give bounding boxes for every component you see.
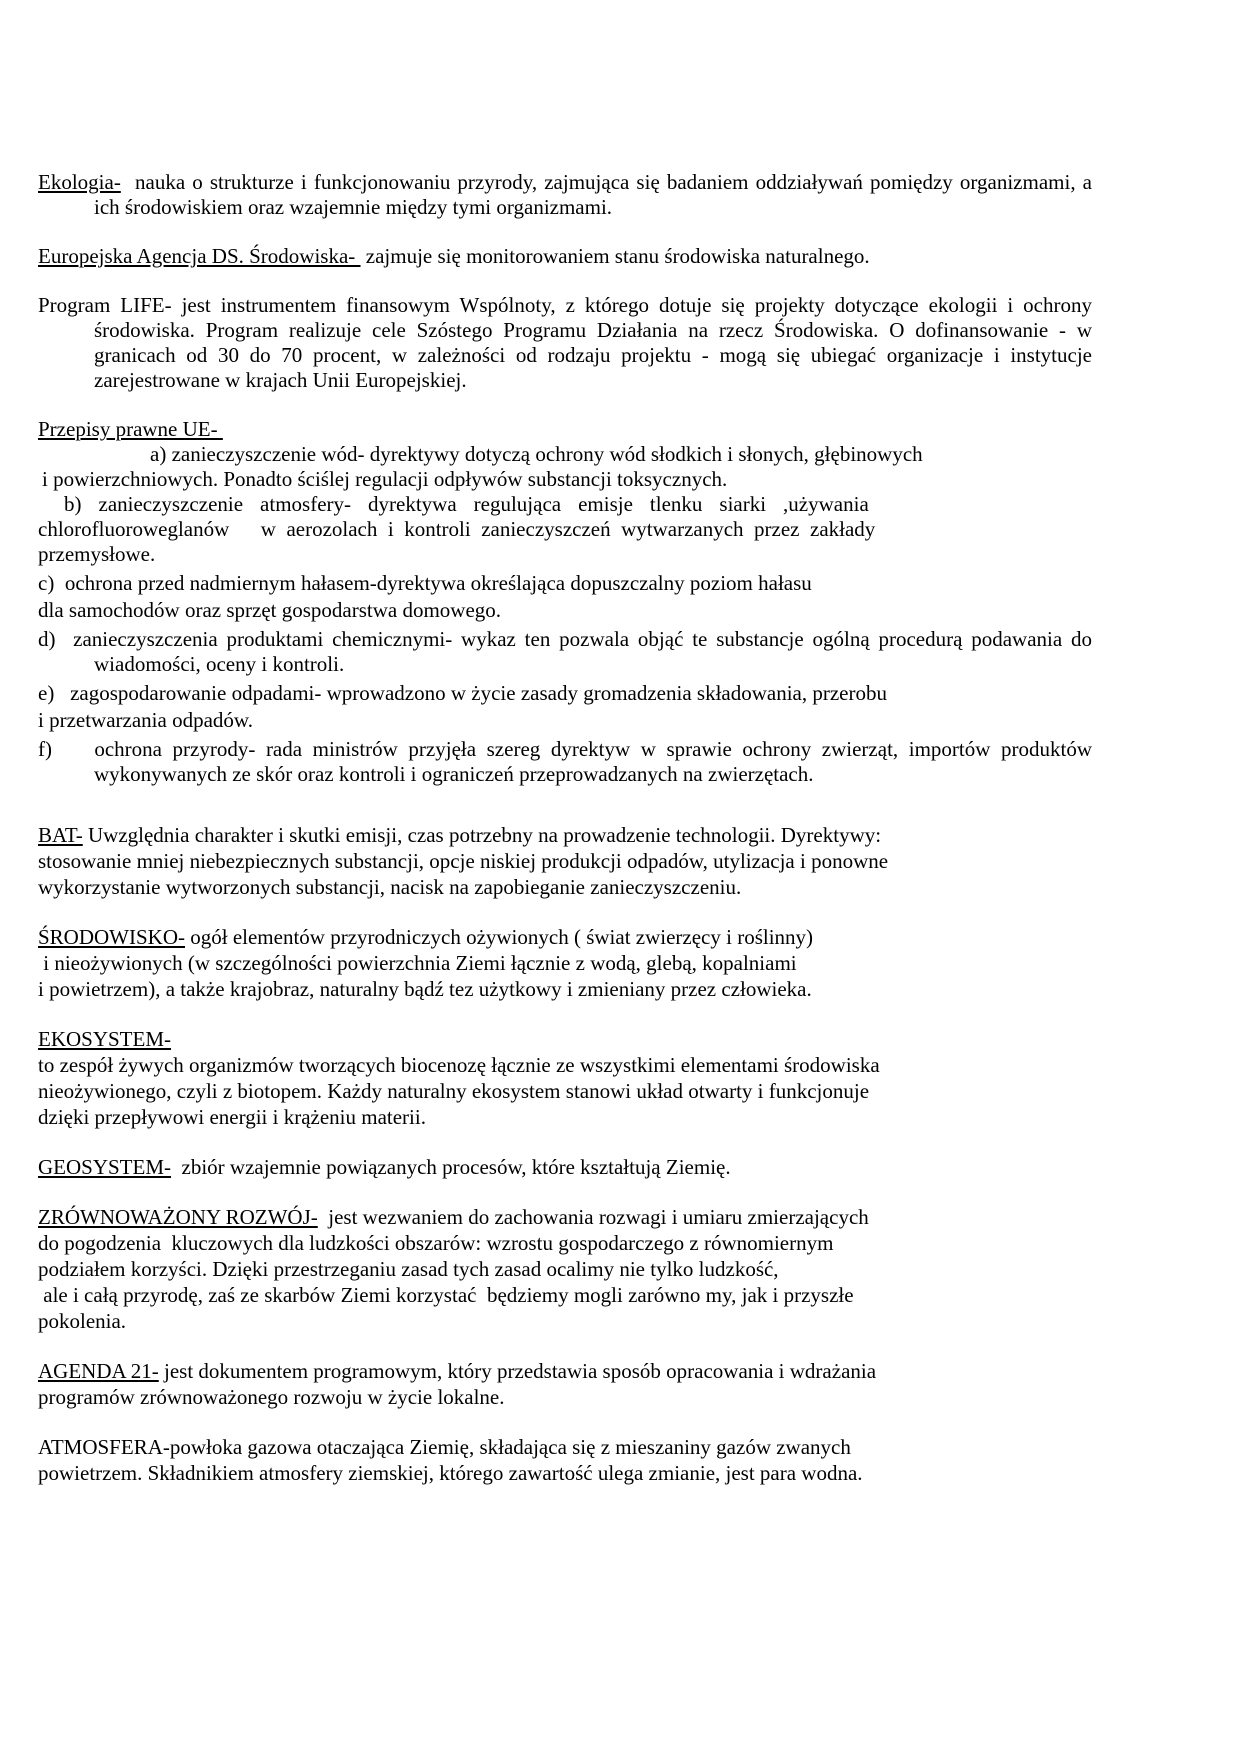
item-e-line2: i przetwarzania odpadów.: [38, 708, 253, 732]
definition-ekosystem: [38, 1027, 1092, 1130]
przepisy-item-c: [38, 571, 1092, 623]
item-b-line2: chlorofluoroweglanów w aerozolach i kontroli zanieczyszczeń wytwarzanych przez zakłady: [38, 517, 876, 541]
item-c-line1: c) ochrona przed nadmiernym hałasem-dyrektywa określająca dopuszczalny poziom hałasu: [38, 571, 812, 595]
bat-line2: stosowanie mniej niebezpiecznych substancji, opcje niskiej produkcji odpadów, utylizacja i ponowne: [38, 849, 889, 873]
term-srodowisko: ŚRODOWISKO-: [38, 925, 185, 949]
text-ekologia: nauka o strukturze i funkcjonowaniu przyrody, zajmująca się badaniem oddziaływań pomiędzy organizmami, a ich środowiskiem oraz wzajemnie między tymi organizmami.: [94, 170, 1098, 219]
document-page: [38, 170, 1098, 1486]
przepisy-item-b: [38, 492, 1092, 567]
zrownowazony-text-line1: jest wezwaniem do zachowania rozwagi i umiaru zmierzających: [317, 1205, 869, 1229]
zrownowazony-line3: podziałem korzyści. Dzięki przestrzeganiu zasad tych zasad ocalimy nie tylko ludzkość,: [38, 1257, 779, 1281]
item-c-line2: dla samochodów oraz sprzęt gospodarstwa domowego.: [38, 598, 502, 622]
srodowisko-line3: i powietrzem), a także krajobraz, naturalny bądź tez użytkowy i zmieniany przez człowieka.: [38, 977, 812, 1001]
atmosfera-line1: ATMOSFERA-powłoka gazowa otaczająca Ziemię, składająca się z mieszaniny gazów zwanych: [38, 1435, 851, 1459]
geosystem-line: [38, 1155, 1092, 1180]
definition-ekologia: [38, 170, 1098, 220]
term-agenda: AGENDA 21-: [38, 1359, 159, 1383]
bat-text-line1: Uwzględnia charakter i skutki emisji, czas potrzebny na prowadzenie technologii. Dyrektywy:: [82, 823, 882, 847]
przepisy-item-e: [38, 681, 1092, 733]
section-przepisy: [38, 417, 1092, 442]
srodowisko-text-line1: ogół elementów przyrodniczych ożywionych ( świat zwierzęcy i roślinny): [185, 925, 814, 949]
definition-geosystem: [38, 1155, 1092, 1180]
przepisy-item-f: f) ochrona przyrody- rada ministrów przyjęła szereg dyrektyw w sprawie ochrony zwierząt, importów produktów wykonywanych ze skór oraz kontroli i ograniczeń przeprowadzanych na zwierzętach.: [38, 737, 1098, 786]
definition-agencja: [38, 244, 1092, 269]
definition-zrownowazony: [38, 1205, 1092, 1334]
srodowisko-line2: i nieożywionych (w szczególności powierzchnia Ziemi łącznie z wodą, glebą, kopalniami: [38, 951, 797, 975]
item-b-line3: przemysłowe.: [38, 542, 156, 566]
definition-agenda: [38, 1359, 1092, 1410]
agenda-line2: programów zrównoważonego rozwoju w życie lokalne.: [38, 1385, 505, 1409]
term-agencja: Europejska Agencja DS. Środowiska-: [38, 244, 361, 268]
ekosystem-line2: nieożywionego, czyli z biotopem. Każdy naturalny ekosystem stanowi układ otwarty i funkcjonuje: [38, 1079, 870, 1103]
przepisy-item-d: d) zanieczyszczenia produktami chemicznymi- wykaz ten pozwala objąć te substancje ogólną procedurą podawania do wiadomości, oceny i kontroli.: [38, 627, 1098, 676]
zrownowazony-line2: do pogodzenia kluczowych dla ludzkości obszarów: wzrostu gospodarczego z równomiernym: [38, 1231, 834, 1255]
definition-srodowisko: [38, 925, 1092, 1002]
przepisy-item-a: [38, 442, 1092, 492]
ekosystem-line1: to zespół żywych organizmów tworzących biocenozę łącznie ze wszystkimi elementami środowiska: [38, 1053, 880, 1077]
term-ekologia: Ekologia-: [38, 170, 121, 194]
item-b-line1: b) zanieczyszczenie atmosfery- dyrektywa regulująca emisje tlenku siarki ,używania: [64, 492, 869, 516]
geosystem-text: zbiór wzajemnie powiązanych procesów, które kształtują Ziemię.: [171, 1155, 731, 1179]
zrownowazony-line1: [38, 1205, 1092, 1230]
ekosystem-line3: dzięki przepływowi energii i krążeniu materii.: [38, 1105, 426, 1129]
ekosystem-term-line: [38, 1027, 1092, 1052]
bat-line1: [38, 823, 1092, 848]
term-ekosystem: EKOSYSTEM-: [38, 1027, 172, 1051]
zrownowazony-line4: ale i całą przyrodę, zaś ze skarbów Ziemi korzystać będziemy mogli zarówno my, jak i przyszłe: [38, 1283, 854, 1307]
atmosfera-line2: powietrzem. Składnikiem atmosfery ziemskiej, którego zawartość ulega zmianie, jest para wodna.: [38, 1461, 863, 1485]
item-a-line1: a) zanieczyszczenie wód- dyrektywy dotyczą ochrony wód słodkich i słonych, głębinowych: [150, 442, 923, 466]
item-e-line1: e) zagospodarowanie odpadami- wprowadzono w życie zasady gromadzenia składowania, przerobu: [38, 681, 887, 705]
text-agencja: zajmuje się monitorowaniem stanu środowiska naturalnego.: [360, 244, 870, 268]
term-zrownowazony: ZRÓWNOWAŻONY ROZWÓJ-: [38, 1205, 318, 1229]
zrownowazony-line5: pokolenia.: [38, 1309, 127, 1333]
definition-life: Program LIFE- jest instrumentem finansowym Wspólnoty, z którego dotuje się projekty dotyczące ekologii i ochrony środowiska. Program realizuje cele Szóstego Programu Działania na rzecz Środowiska. O dofinansowanie - w granicach od 30 do 70 procent, w zależności od rodzaju projektu - mogą się ubiegać organizacje i instytucje zarejestrowane w krajach Unii Europejskiej.: [38, 293, 1092, 392]
term-geosystem: GEOSYSTEM-: [38, 1155, 172, 1179]
term-bat: BAT-: [38, 823, 83, 847]
definition-atmosfera: [38, 1435, 1092, 1486]
item-a-line2: i powierzchniowych. Ponadto ściślej regulacji odpływów substancji toksycznych.: [42, 467, 728, 491]
bat-line3: wykorzystanie wytworzonych substancji, nacisk na zapobieganie zanieczyszczeniu.: [38, 875, 742, 899]
definition-bat: [38, 823, 1092, 900]
agenda-line1: [38, 1359, 1092, 1384]
srodowisko-line1: [38, 925, 1092, 950]
term-przepisy: Przepisy prawne UE-: [38, 417, 223, 441]
agenda-text-line1: jest dokumentem programowym, który przedstawia sposób opracowania i wdrażania: [158, 1359, 877, 1383]
